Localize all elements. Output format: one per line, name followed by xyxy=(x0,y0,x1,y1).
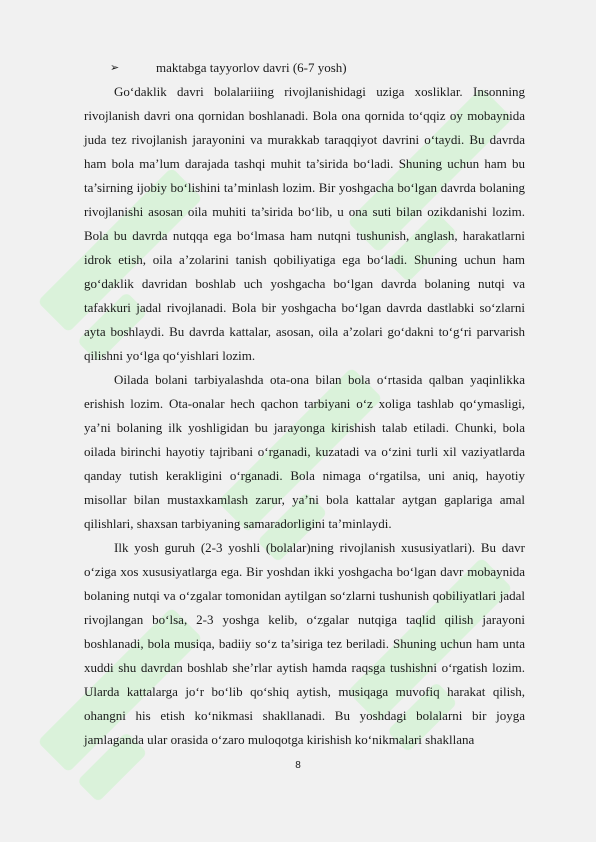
paragraph: Oilada bolani tarbiyalashda ota-ona bilan bola o‘rtasida qalban yaqinlikka erishish lozim. Ota-onalar hech qachon tarbiyani o‘z xoliga tashlab qo‘ymasligi, ya’ni bolaning ilk yoshligidan bu jarayonga kirishish talab etiladi. Chunki, bola oilada birinchi hayotiy tajribani o‘rganadi, kuzatadi va o‘zini turli xil vaziyatlarda qanday tutish kerakligini o‘rganadi. Bola nimaga o‘rgatilsa, uni aniq, hayotiy misollar bilan mustaxkamlash zarur, ya’ni bola kattalar aytgan gaplariga amal qilishlari, shaxsan tarbiyaning samaradorligini ta’minlaydi. xyxy=(84,372,525,531)
paragraph: Go‘daklik davri bolalariiing rivojlanishidagi uziga xosliklar. Insonning rivojlanish davri ona qornidan boshlanadi. Bola ona qornida to‘qqiz oy mobaynida juda tez rivojlanish jarayonini va murakkab taraqqiyot davrini o‘taydi. Bu davrda ham bola ma’lum darajada tashqi muhit ta’sirida bo‘ladi. Shuning uchun ham bu ta’sirning ijobiy bo‘lishini ta’minlash lozim. Bir yoshgacha bo‘lgan davrda bolaning rivojlanishi asosan oila muhiti ta’sirida bo‘lib, u ona suti bilan ozikdanishi lozim. Bola bu davrda nutqqa ega bo‘lmasa ham nutqni tushunish, anglash, harakatlarni idrok etish, oila a’zolarini tanish qobiliyatiga ega bo‘ladi. Shuning uchun ham go‘daklik davridan boshlab uch yoshgacha bo‘lgan davrda bolaning nutqi va tafakkuri jadal rivojlanadi. Bola bir yoshgacha bo‘lgan davrda dastlabki so‘zlarni ayta boshlaydi. Bu davrda kattalar, asosan, oila a’zolari go‘dakni to‘g‘ri parvarish qilishni yo‘lga qo‘yishlari lozim. xyxy=(84,84,525,363)
bullet-item xyxy=(84,56,525,80)
bullet-item-text: maktabga tayyorlov davri (6-7 yosh) xyxy=(156,60,347,75)
arrow-bullet-icon: ➢ xyxy=(110,61,120,74)
document-body xyxy=(84,56,525,752)
page-number: 8 xyxy=(295,760,301,771)
paragraph: Ilk yosh guruh (2-3 yoshli (bolalar)ning rivojlanish xususiyatlari). Bu davr o‘ziga xos xususiyatlarga ega. Bir yoshdan ikki yoshgacha bo‘lgan davr mobaynida bolaning nutqi va o‘zgalar tomonidan aytilgan so‘zlarni tushunish qobiliyatlari jadal rivojlangan bo‘lsa, 2-3 yoshga kelib, o‘zgalar nutqiga taqlid qilish jarayoni boshlanadi, bola musiqa, badiiy so‘z ta’siriga tez beriladi. Shuning uchun ham unta xuddi shu davrdan boshlab she’rlar aytish hamda raqsga tushishni o‘rgatish lozim. Ularda kattalarga jo‘r bo‘lib qo‘shiq aytish, musiqaga muvofiq harakat qilish, ohangni his etish ko‘nikmasi shakllanadi. Bu yoshdagi bolalarni bir joyga jamlaganda ular orasida o‘zaro muloqotga kirishish ko‘nikmalari shakllana xyxy=(84,540,525,747)
